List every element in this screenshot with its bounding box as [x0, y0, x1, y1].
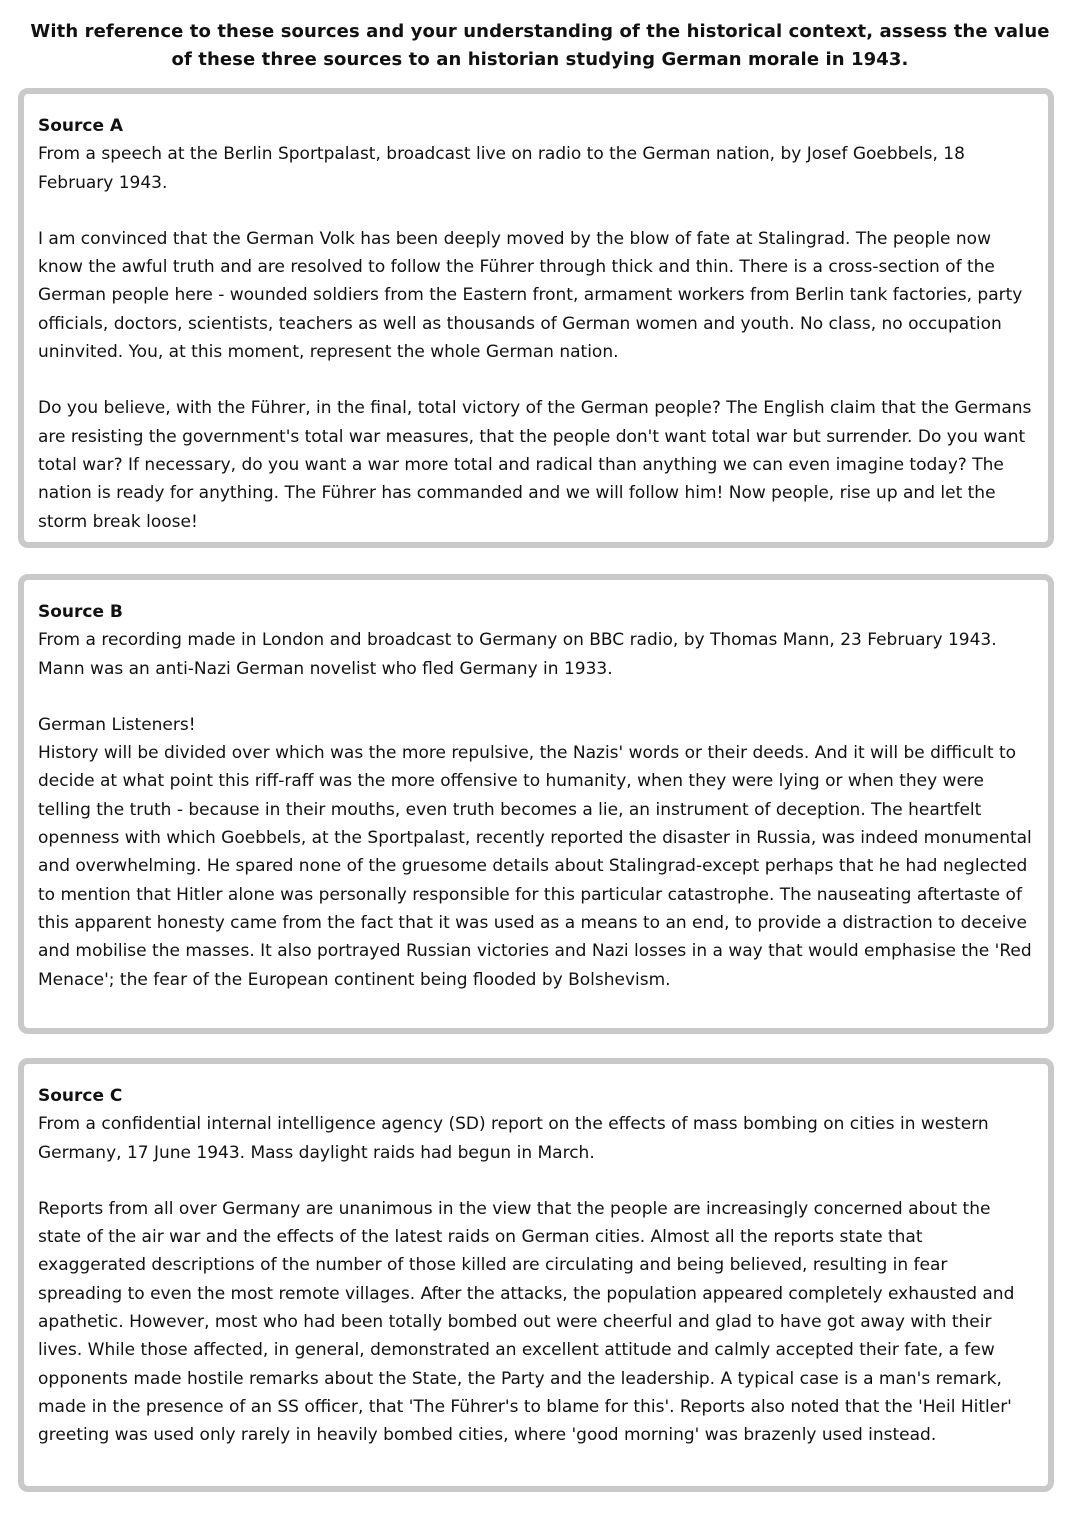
source-b-title: Source B	[38, 602, 123, 622]
question-prompt: With reference to these sources and your understanding of the historical context, assess the value of these three sources to an historian studying German morale in 1943.	[30, 21, 1050, 70]
source-a-paragraph-1: I am convinced that the German Volk has been deeply moved by the blow of fate at Stalingrad. The people now know the awful truth and are resolved to follow the Führer through thick and thin. There is a cross-section of the German people here - wounded soldiers from the Eastern front, armament workers from Berlin tank factories, party officials, doctors, scientists, teachers as well as thousands of German women and youth. No class, no occupation uninvited. You, at this moment, represent the whole German nation.	[38, 228, 1023, 363]
source-c-attribution: From a confidential internal intelligence agency (SD) report on the effects of mass bombing on cities in western Germany, 17 June 1943. Mass daylight raids had begun in March.	[38, 1114, 989, 1163]
source-c-title: Source C	[38, 1086, 123, 1106]
source-b-salutation: German Listeners!	[38, 714, 196, 735]
source-b-box	[18, 574, 1054, 1034]
source-c-paragraph-1: Reports from all over Germany are unanimous in the view that the people are increasingly concerned about the state of the air war and the effects of the latest raids on German cities. Almost all the reports state that exaggerated descriptions of the number of those killed are circulating and being believed, resulting in fear spreading to even the most remote villages. After the attacks, the population appeared completely exhausted and apathetic. However, most who had been totally bombed out were cheerful and glad to have got away with their lives. While those affected, in general, demonstrated an excellent attitude and calmly accepted their fate, a few opponents made hostile remarks about the State, the Party and the leadership. A typical case is a man's remark, made in the presence of an SS officer, that 'The Führer's to blame for this'. Reports also noted that the 'Heil Hitler' greeting was used only rarely in heavily bombed cities, where 'good morning' was brazenly used instead.	[38, 1198, 1015, 1446]
source-b-paragraph-1: History will be divided over which was the more repulsive, the Nazis' words or their deeds. And it will be difficult to decide at what point this riff-raff was the more offensive to humanity, when they were lying or when they were telling the truth - because in their mouths, even truth becomes a lie, an instrument of deception. The heartfelt openness with which Goebbels, at the Sportpalast, recently reported the disaster in Russia, was indeed monumental and overwhelming. He spared none of the gruesome details about Stalingrad-except perhaps that he had neglected to mention that Hitler alone was personally responsible for this particular catastrophe. The nauseating aftertaste of this apparent honesty came from the fact that it was used as a means to an end, to provide a distraction to deceive and mobilise the masses. It also portrayed Russian victories and Nazi losses in a way that would emphasise the 'Red Menace'; the fear of the European continent being flooded by Bolshevism.	[38, 743, 1032, 990]
source-a-paragraph-2: Do you believe, with the Führer, in the final, total victory of the German people? The English claim that the Germans are resisting the government's total war measures, that the people don't want total war but surrender. Do you want total war? If necessary, do you want a war more total and radical than anything we can even imagine today? The nation is ready for anything. The Führer has commanded and we will follow him! Now people, rise up and let the storm break loose!	[38, 398, 1032, 532]
source-a-attribution: From a speech at the Berlin Sportpalast, broadcast live on radio to the German nation, by Josef Goebbels, 18 February 1943.	[38, 144, 965, 193]
source-c-box	[18, 1058, 1054, 1492]
source-a-box	[18, 88, 1054, 548]
source-b-attribution: From a recording made in London and broadcast to Germany on BBC radio, by Thomas Mann, 23 February 1943. Mann was an anti-Nazi German novelist who fled Germany in 1933.	[38, 630, 997, 679]
source-a-title: Source A	[38, 116, 124, 136]
